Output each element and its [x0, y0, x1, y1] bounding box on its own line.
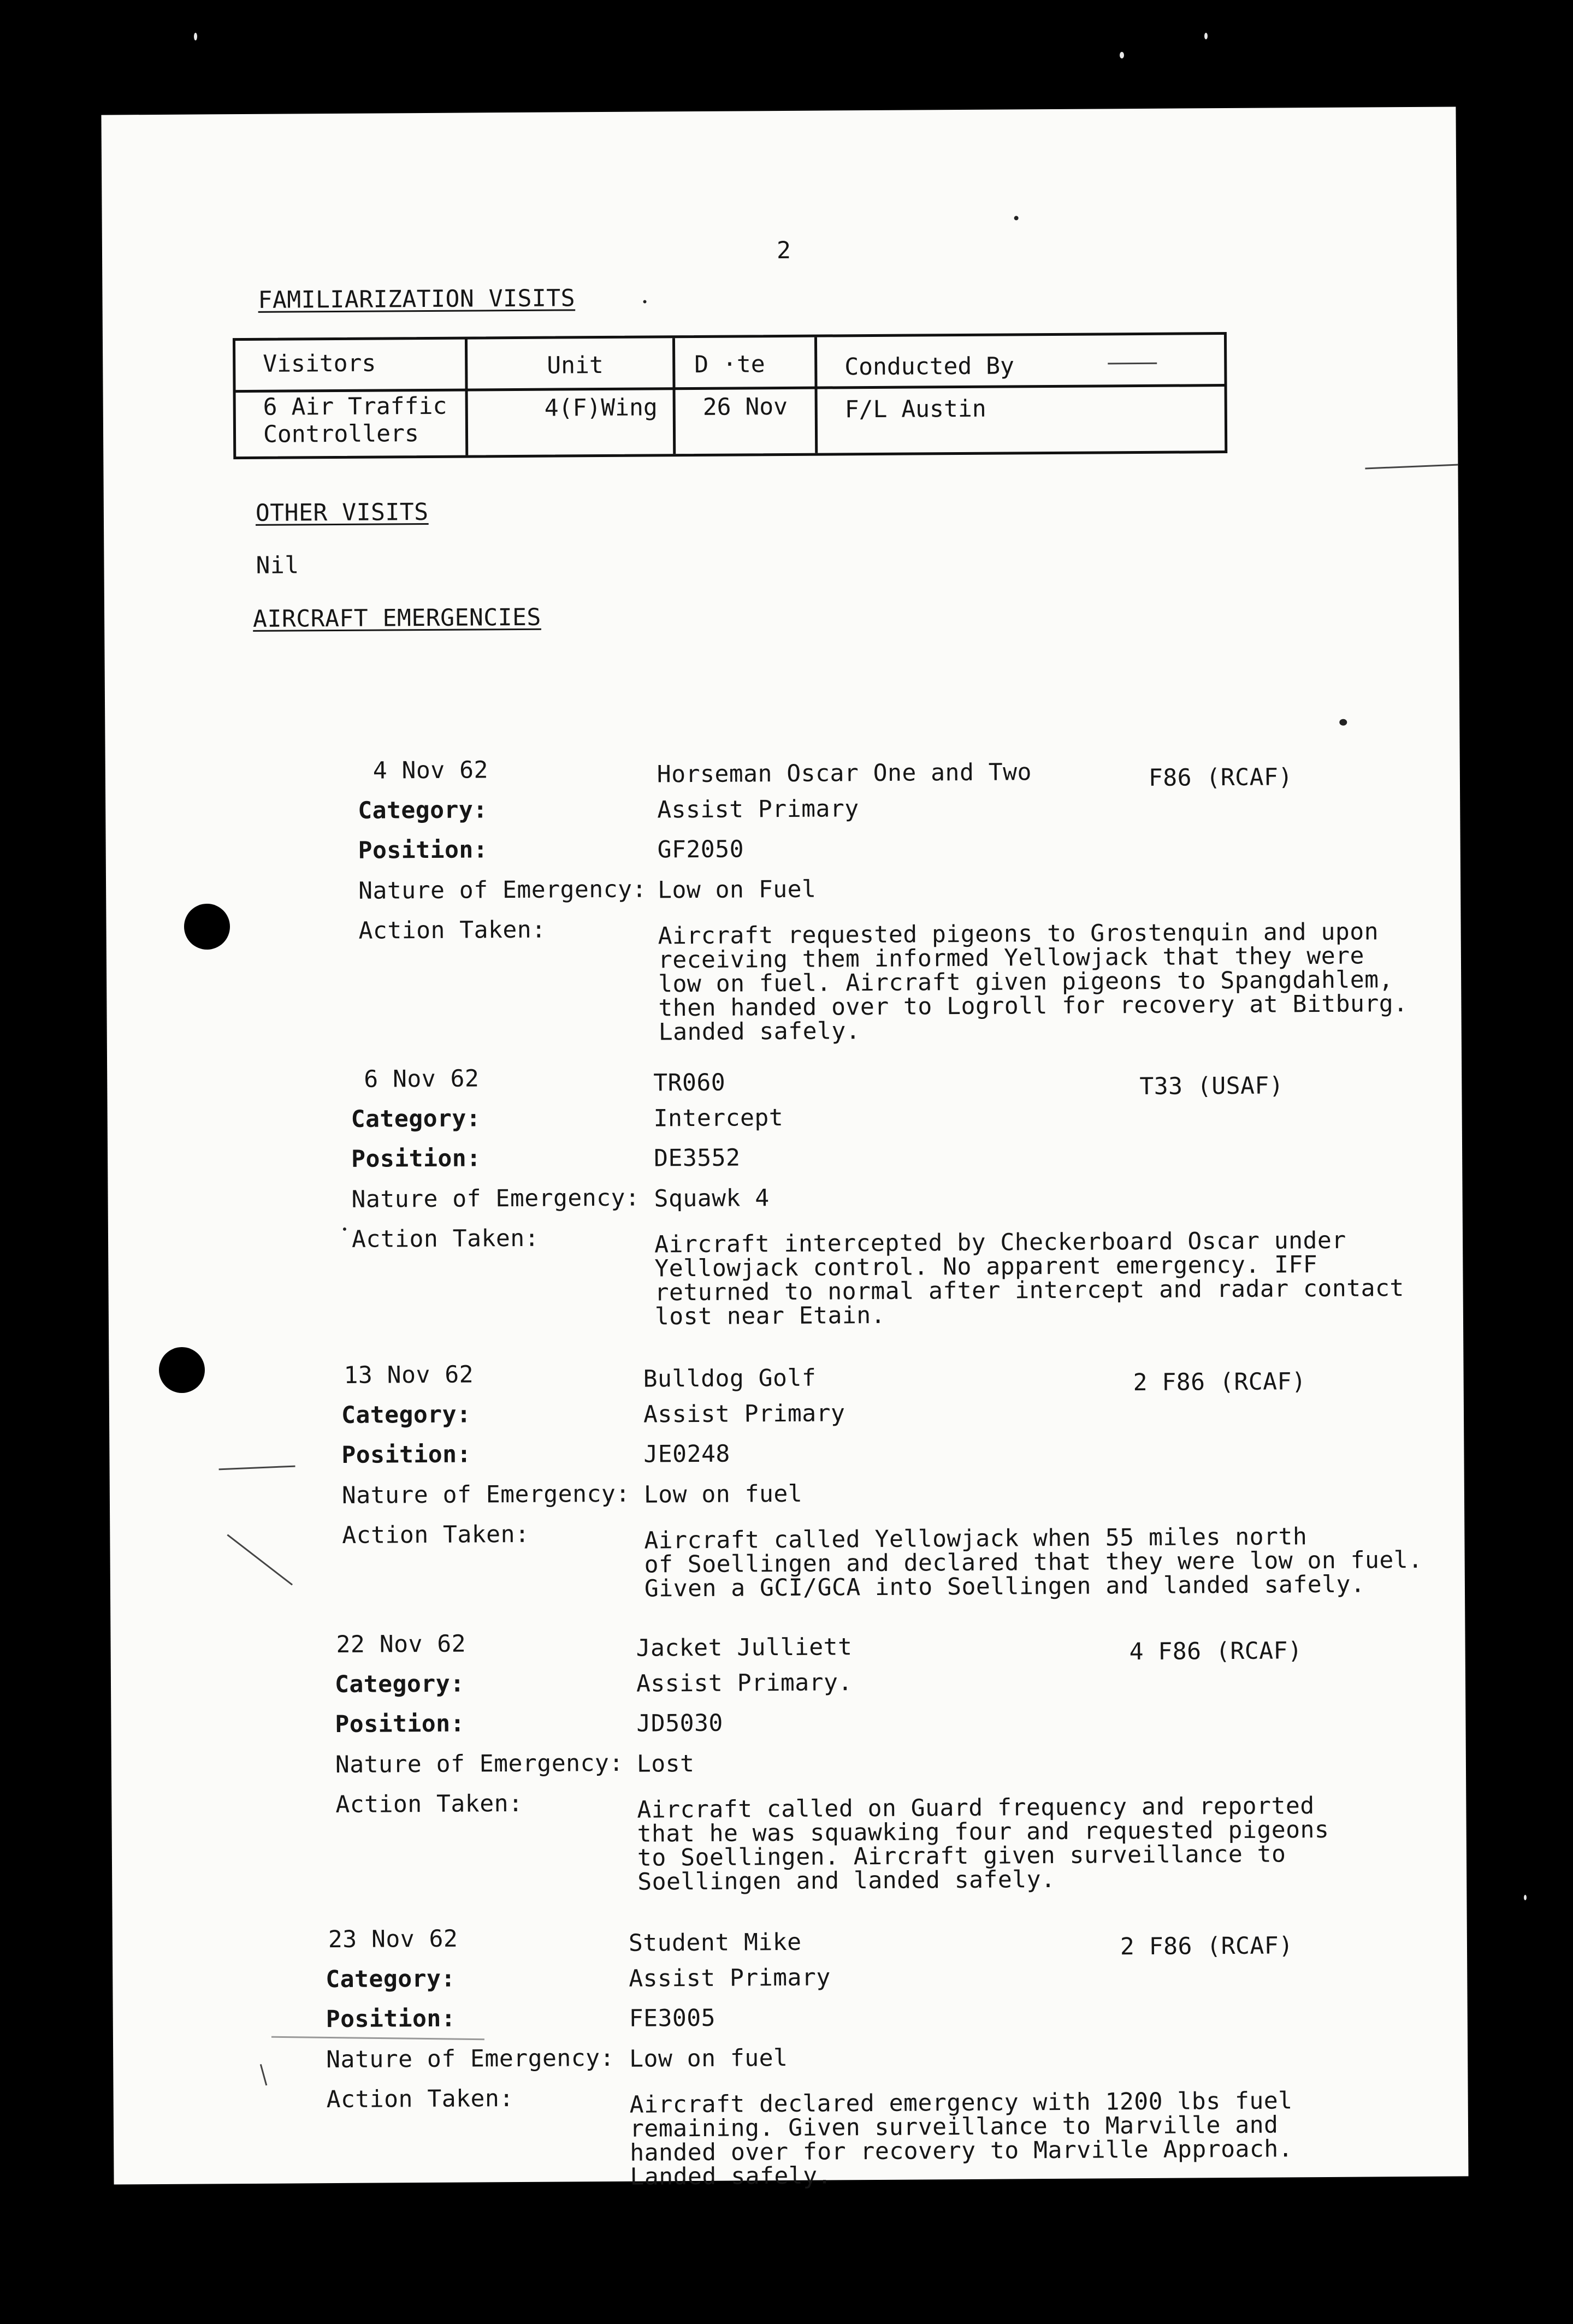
nature-label: Nature of Emergency: — [351, 1184, 640, 1213]
category-value: Assist Primary — [657, 795, 859, 824]
category-value: Assist Primary. — [636, 1669, 853, 1698]
table-cell-visitors: 6 Air Traffic Controllers — [263, 392, 447, 448]
table-header-date: D ·te — [694, 351, 765, 378]
category-value: Assist Primary — [629, 1964, 831, 1993]
position-value: DE3552 — [653, 1144, 741, 1172]
film-speck — [1120, 52, 1124, 58]
position-label: Position: — [341, 1440, 472, 1469]
table-cell-date: 26 Nov — [702, 393, 788, 421]
emergency-date: 4 Nov 62 — [372, 756, 489, 785]
nature-value: Low on Fuel — [657, 875, 817, 904]
emergency-callsign: Bulldog Golf — [643, 1364, 817, 1393]
table-divider — [465, 340, 468, 455]
position-value: JD5030 — [636, 1709, 723, 1738]
position-value: GF2050 — [657, 835, 744, 864]
emergency-callsign: TR060 — [653, 1069, 726, 1097]
table-header-unit: Unit — [547, 352, 604, 380]
speck — [643, 300, 647, 304]
category-label: Category: — [326, 1965, 456, 1994]
category-label: Category: — [334, 1670, 465, 1699]
category-label: Category: — [351, 1105, 481, 1133]
emergency-aircraft: 2 F86 (RCAF) — [1120, 1932, 1293, 1961]
punch-hole — [159, 1347, 205, 1393]
visits-table — [233, 332, 1227, 459]
table-divider — [236, 384, 1225, 393]
nature-label: Nature of Emergency: — [341, 1480, 630, 1509]
document-page — [101, 106, 1468, 2191]
emergency-date: 22 Nov 62 — [336, 1630, 466, 1659]
margin-mark — [227, 1534, 293, 1586]
emergency-callsign: Horseman Oscar One and Two — [657, 758, 1032, 788]
nature-value: Low on fuel — [629, 2044, 788, 2073]
margin-mark — [1108, 363, 1157, 365]
nature-label: Nature of Emergency: — [358, 875, 647, 905]
emergency-aircraft: T33 (USAF) — [1139, 1072, 1284, 1101]
page-number: 2 — [776, 236, 791, 265]
other-visits-heading: OTHER VISITS — [255, 498, 429, 527]
category-value: Intercept — [653, 1104, 784, 1133]
speck — [1014, 216, 1019, 220]
nature-value: Squawk 4 — [654, 1184, 770, 1213]
action-value: Aircraft intercepted by Checkerboard Oscar under Yellowjack control. No apparent emergency. IFF returned to normal after intercept and radar contact lost near Etain. — [654, 1226, 1404, 1331]
action-label: Action Taken: — [335, 1789, 523, 1819]
table-cell-conducted-by: F/L Austin — [844, 395, 986, 424]
position-value: FE3005 — [629, 2004, 716, 2032]
nature-label: Nature of Emergency: — [326, 2044, 615, 2074]
action-value: Aircraft requested pigeons to Grostenquin and upon receiving them informed Yellowjack that they were low on fuel. Aircraft given pigeons to Spangdahlem, then handed over to Logroll for recovery at Bitburg. Landed safely. — [658, 918, 1408, 1046]
position-label: Position: — [335, 1710, 465, 1739]
emergency-date: 23 Nov 62 — [328, 1925, 458, 1954]
punch-hole — [184, 904, 230, 950]
other-visits-value: Nil — [256, 552, 299, 579]
table-divider — [814, 337, 818, 453]
action-value: Aircraft called Yellowjack when 55 miles north of Soellingen and declared that they were low on fuel. Given a GCI/GCA into Soellingen and landed safely. — [644, 1523, 1423, 1603]
emergency-callsign: Student Mike — [628, 1928, 802, 1957]
film-speck — [194, 33, 197, 40]
category-label: Category: — [341, 1401, 471, 1429]
position-label: Position: — [358, 836, 488, 864]
nature-value: Lost — [636, 1750, 695, 1778]
position-value: JE0248 — [643, 1440, 730, 1468]
emergency-callsign: Jacket Julliett — [636, 1633, 853, 1662]
emergencies-heading: AIRCRAFT EMERGENCIES — [252, 603, 542, 633]
position-label: Position: — [351, 1145, 481, 1173]
table-divider — [672, 338, 676, 454]
emergency-aircraft: F86 (RCAF) — [1148, 763, 1293, 792]
speck — [1339, 719, 1347, 726]
emergency-date: 6 Nov 62 — [364, 1065, 480, 1093]
category-value: Assist Primary — [643, 1400, 845, 1428]
speck — [343, 1228, 346, 1231]
emergency-aircraft: 4 F86 (RCAF) — [1129, 1637, 1303, 1666]
film-speck — [1524, 1895, 1527, 1900]
emergency-date: 13 Nov 62 — [344, 1361, 474, 1389]
film-speck — [1204, 33, 1208, 39]
action-label: Action Taken: — [351, 1224, 540, 1253]
position-label: Position: — [326, 2005, 456, 2034]
action-label: Action Taken: — [358, 916, 546, 945]
category-label: Category: — [358, 796, 488, 825]
action-value: Aircraft called on Guard frequency and reported that he was squawking four and requested pigeons to Soellingen. Aircraft given surveillance to Soellingen and landed safely. — [637, 1792, 1329, 1896]
emergency-aircraft: 2 F86 (RCAF) — [1133, 1368, 1306, 1397]
action-label: Action Taken: — [342, 1520, 530, 1549]
margin-mark — [260, 2064, 267, 2085]
table-header-visitors: Visitors — [263, 349, 376, 378]
margin-mark — [271, 2036, 484, 2040]
nature-label: Nature of Emergency: — [335, 1749, 624, 1779]
action-value: Aircraft declared emergency with 1200 lbs fuel remaining. Given surveillance to Marville and handed over for recovery to Marville Approach. Landed safely. — [629, 2087, 1293, 2191]
table-cell-unit: 4(F)Wing — [544, 394, 658, 422]
margin-mark — [219, 1466, 295, 1471]
familiarization-heading: FAMILIARIZATION VISITS — [258, 284, 576, 314]
action-label: Action Taken: — [326, 2085, 514, 2114]
nature-value: Low on fuel — [643, 1480, 803, 1509]
margin-mark — [1365, 464, 1458, 470]
table-header-conducted-by: Conducted By — [844, 352, 1015, 381]
